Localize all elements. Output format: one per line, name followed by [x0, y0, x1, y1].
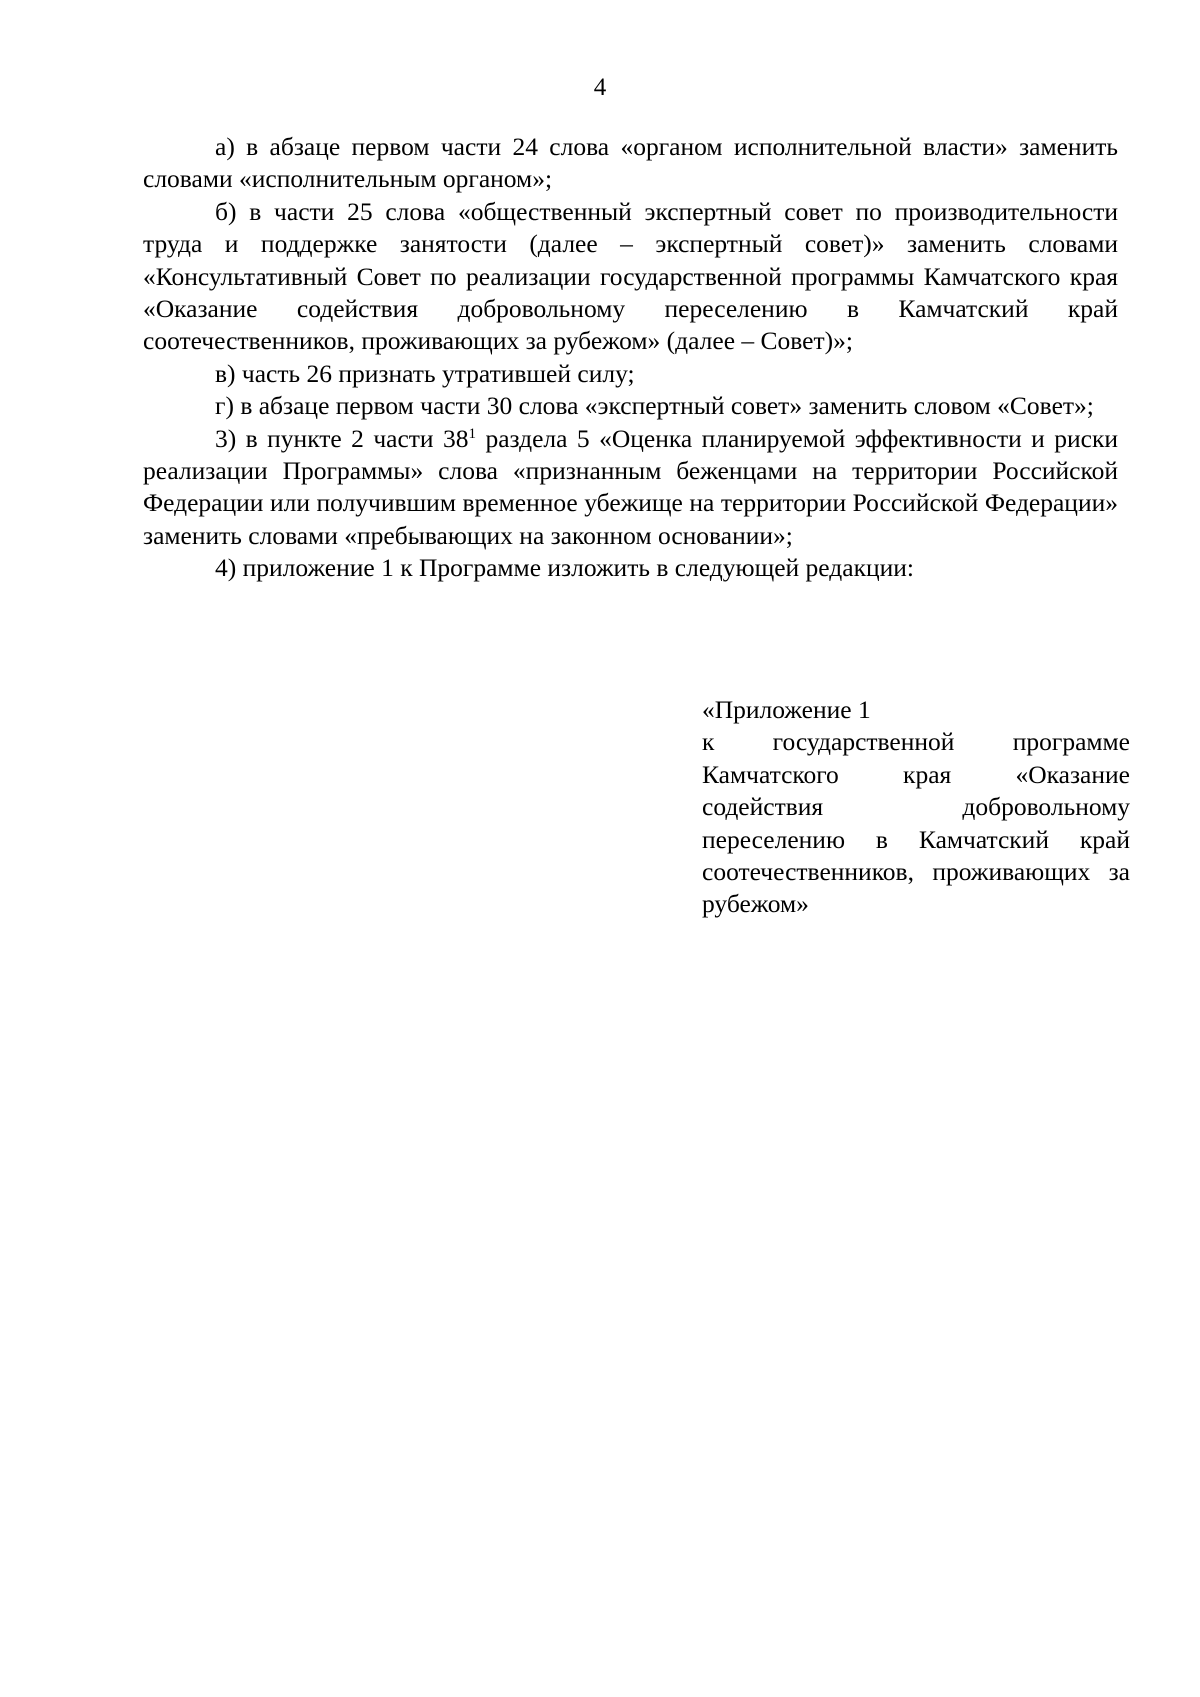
document-body — [143, 131, 1118, 585]
appendix-title: «Приложение 1 — [702, 695, 871, 724]
paragraph-4: 4) приложение 1 к Программе изложить в следующей редакции: — [215, 553, 914, 583]
paragraph-3 — [143, 423, 1118, 553]
paragraph-b: б) в части 25 слова «общественный экспертный совет по производительности труда и поддержке занятости (далее – экспертный совет)» заменить словами «Консультативный Совет по реализации государственной программы Камчатского края «Оказание содействия добровольному переселению в Камчатский край соотечественников, проживающих за рубежом» (далее – Совет)»; — [143, 196, 1118, 356]
paragraph-v: в) часть 26 признать утратившей силу; — [215, 358, 635, 388]
superscript-index: 1 — [468, 425, 477, 442]
paragraph-g: г) в абзаце первом части 30 слова «экспертный совет» заменить словом «Совет»; — [215, 391, 1094, 421]
paragraph-3-end: раздела 5 «Оценка планируемой эффективности и риски реализации Программы» слова «признанным беженцами на территории Российской Федерации или получившим временное убежище на территории Российской Федерации» заменить словами «пребывающих на законном основании»; — [143, 423, 1118, 550]
appendix-heading-block — [702, 694, 1130, 921]
paragraph-a: а) в абзаце первом части 24 слова «органом исполнительной власти» заменить словами «исполнительным органом»; — [143, 132, 1118, 194]
page-number: 4 — [593, 74, 607, 101]
paragraph-3-start: 3) в пункте 2 части 38 — [215, 423, 469, 453]
appendix-text: к государственной программе Камчатского края «Оказание содействия добровольному переселению в Камчатский край соотечественников, проживающих за рубежом» — [702, 727, 1130, 919]
